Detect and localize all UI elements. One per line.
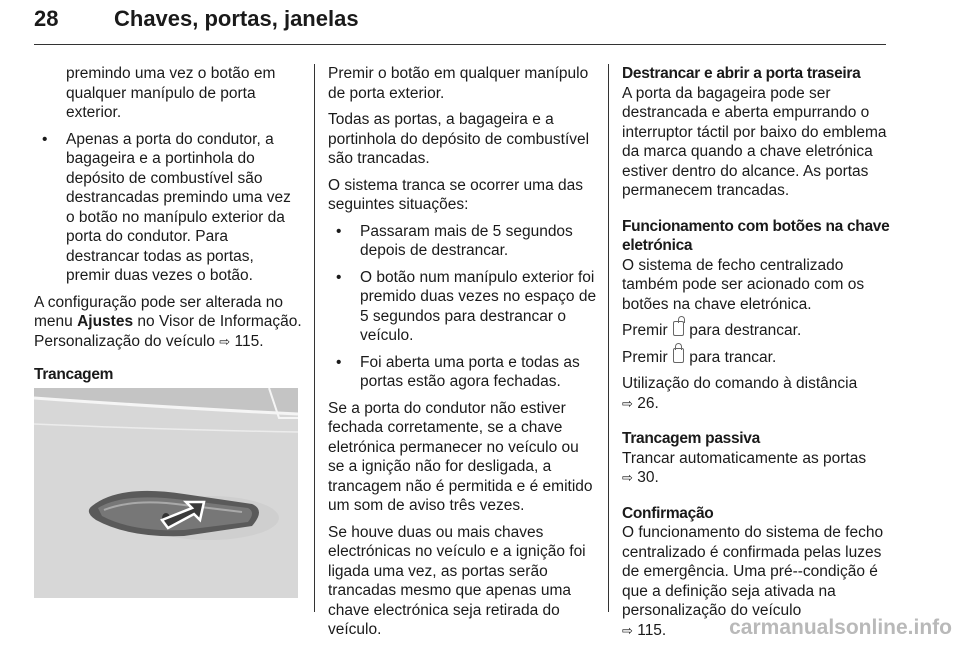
paragraph-lock: Premir para trancar. — [622, 348, 777, 366]
column-middle — [328, 64, 598, 647]
section-heading: Confirmação — [622, 504, 714, 522]
bullet-item: • Passaram mais de 5 segundos depois de destrancar. — [328, 222, 598, 261]
page-header — [34, 4, 886, 45]
paragraph: Se houve duas ou mais chaves electrónicas no veículo e a ignição foi ligada uma vez, as portas serão trancadas mesmo que apenas uma chave electrónica seja retirada do veículo. — [328, 523, 586, 638]
paragraph: O sistema de fecho centralizado também pode ser acionado com os botões na chave eletrónica. — [622, 256, 865, 313]
reference-arrow-icon: ⇨ — [219, 333, 231, 349]
bullet-item: • Apenas a porta do condutor, a bagageira e a portinhola do depósito de combustível são destrancadas premindo uma vez o botão no manípulo exterior da porta do condutor. Para destrancar todas as portas, premir duas vezes o botão. — [34, 130, 302, 286]
page-reference: 115. — [234, 332, 264, 350]
page-reference: 115. — [637, 621, 667, 639]
page-reference: 30. — [637, 469, 659, 486]
bullet-item: • O botão num manípulo exterior foi premido duas vezes no espaço de 5 segundos para destrancar o veículo. — [328, 268, 598, 346]
reference-arrow-icon: ⇨ — [622, 622, 633, 638]
page-title: Chaves, portas, janelas — [114, 6, 359, 31]
paragraph: A porta da bagageira pode ser destrancada e aberta empurrando o interruptor táctil por baixo do emblema da marca quando a chave eletrónica estiver dentro do alcance. As portas permanecem trancadas. — [622, 84, 887, 199]
unlock-icon — [673, 321, 684, 336]
paragraph-config: A configuração pode ser alterada no menu Ajustes no Visor de Informação. Personalização do veículo ⇨ 115. — [34, 293, 302, 350]
section-heading: Funcionamento com botões na chave eletrónica — [622, 217, 890, 254]
column-divider — [608, 64, 609, 612]
lock-icon — [673, 348, 684, 363]
paragraph: premindo uma vez o botão em qualquer manípulo de porta exterior. — [66, 65, 276, 121]
column-left — [34, 64, 302, 385]
paragraph: Todas as portas, a bagageira e a portinhola do depósito de combustível são trancadas. — [328, 111, 590, 167]
paragraph: O sistema tranca se ocorrer uma das seguintes situações: — [328, 176, 583, 213]
menu-name: Ajustes — [77, 313, 134, 330]
bullet-item: • Foi aberta uma porta e todas as portas estão agora fechadas. — [328, 353, 598, 392]
paragraph-confirmation: O funcionamento do sistema de fecho centralizado é confirmada pelas luzes de emergência. Uma pré--condição é que a definição seja ativada na personalização do veículo ⇨ 115. — [622, 524, 884, 639]
column-right — [622, 64, 894, 647]
reference-arrow-icon: ⇨ — [622, 470, 633, 485]
section-heading: Trancagem passiva — [622, 430, 760, 447]
watermark: carmanualsonline.info — [729, 616, 952, 639]
page-number: 28 — [34, 6, 59, 31]
paragraph-unlock: Premir para destrancar. — [622, 322, 802, 339]
page-reference: 26. — [637, 394, 659, 412]
door-handle-illustration — [34, 388, 298, 598]
section-heading: Trancagem — [34, 366, 114, 383]
reference-arrow-icon: ⇨ — [622, 395, 633, 411]
paragraph: Premir o botão em qualquer manípulo de porta exterior. — [328, 65, 589, 102]
section-heading: Destrancar e abrir a porta traseira — [622, 65, 861, 82]
paragraph-passive: Trancar automaticamente as portas ⇨ 30. — [622, 449, 867, 486]
column-divider — [314, 64, 315, 612]
paragraph-remote: Utilização do comando à distância ⇨ 26. — [622, 375, 858, 412]
paragraph: Se a porta do condutor não estiver fechada corretamente, se a chave eletrónica permanecer no veículo ou se a ignição não for desligada, a trancagem não é permitida e é emitido um som de aviso três vezes. — [328, 399, 593, 514]
